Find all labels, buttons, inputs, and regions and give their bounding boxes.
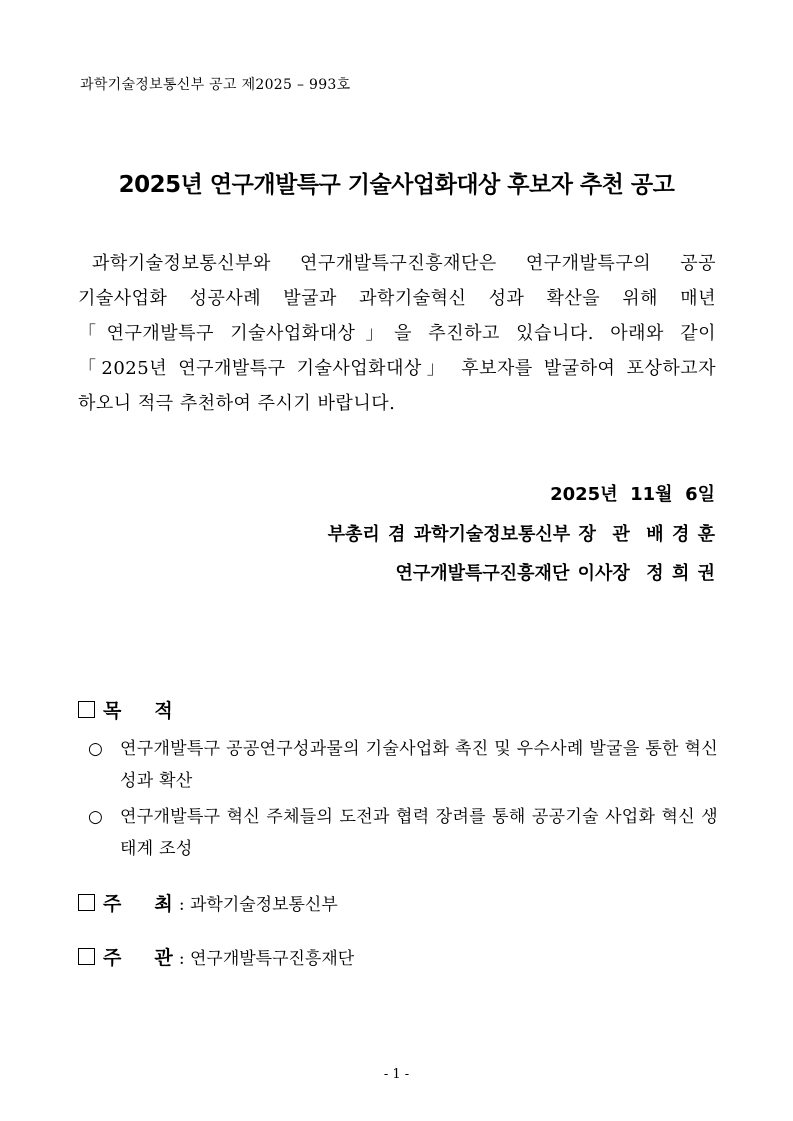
section-value: : 연구개발특구진흥재단: [178, 949, 355, 969]
section-heading: 주 최: [103, 893, 173, 915]
body-line: 「2025년 연구개발특구 기술사업화대상」 후보자를 발굴하여 포상하고자: [78, 358, 716, 379]
bullet-circle-icon: ○: [88, 807, 104, 827]
bullet-circle-icon: ○: [88, 739, 104, 759]
signatory-foundation: 연구개발특구진흥재단 이사장 정 희 권: [395, 563, 715, 584]
announcement-date: 2025년 11월 6일: [550, 484, 715, 505]
section-value: : 과학기술정보통신부: [178, 895, 338, 915]
announcement-body: [78, 246, 716, 421]
list-item-text: 연구개발특구 혁신 주체들의 도전과 협력 장려를 통해 공공기술 사업화 혁신 생태계 조성: [120, 807, 718, 859]
checkbox-square-icon: [78, 948, 95, 965]
list-item: [88, 801, 718, 865]
notice-number: 과학기술정보통신부 공고 제2025 – 993호: [80, 77, 351, 93]
list-item: [88, 733, 718, 797]
section-host: [78, 889, 338, 916]
body-line: 기술사업화 성공사례 발굴과 과학기술혁신 성과 확산을 위해 매년: [78, 288, 716, 309]
body-line: 「연구개발특구 기술사업화대상」을 추진하고 있습니다. 아래와 같이: [78, 323, 716, 344]
page-number: - 1 -: [383, 1067, 410, 1082]
section-heading: 목 적: [103, 700, 173, 722]
signatory-minister: 부총리 겸 과학기술정보통신부 장 관 배 경 훈: [327, 524, 715, 545]
checkbox-square-icon: [78, 894, 95, 911]
section-heading: 주 관: [103, 947, 173, 969]
checkbox-square-icon: [78, 701, 95, 718]
section-purpose: [78, 696, 173, 723]
body-line: 과학기술정보통신부와 연구개발특구진흥재단은 연구개발특구의 공공: [92, 253, 716, 274]
page-title: 2025년 연구개발특구 기술사업화대상 후보자 추천 공고: [118, 172, 675, 198]
section-organizer: [78, 943, 354, 970]
body-line: 하오니 적극 추천하여 주시기 바랍니다.: [78, 393, 396, 414]
list-item-text: 연구개발특구 공공연구성과물의 기술사업화 촉진 및 우수사례 발굴을 통한 혁신성과 확산: [120, 739, 718, 791]
